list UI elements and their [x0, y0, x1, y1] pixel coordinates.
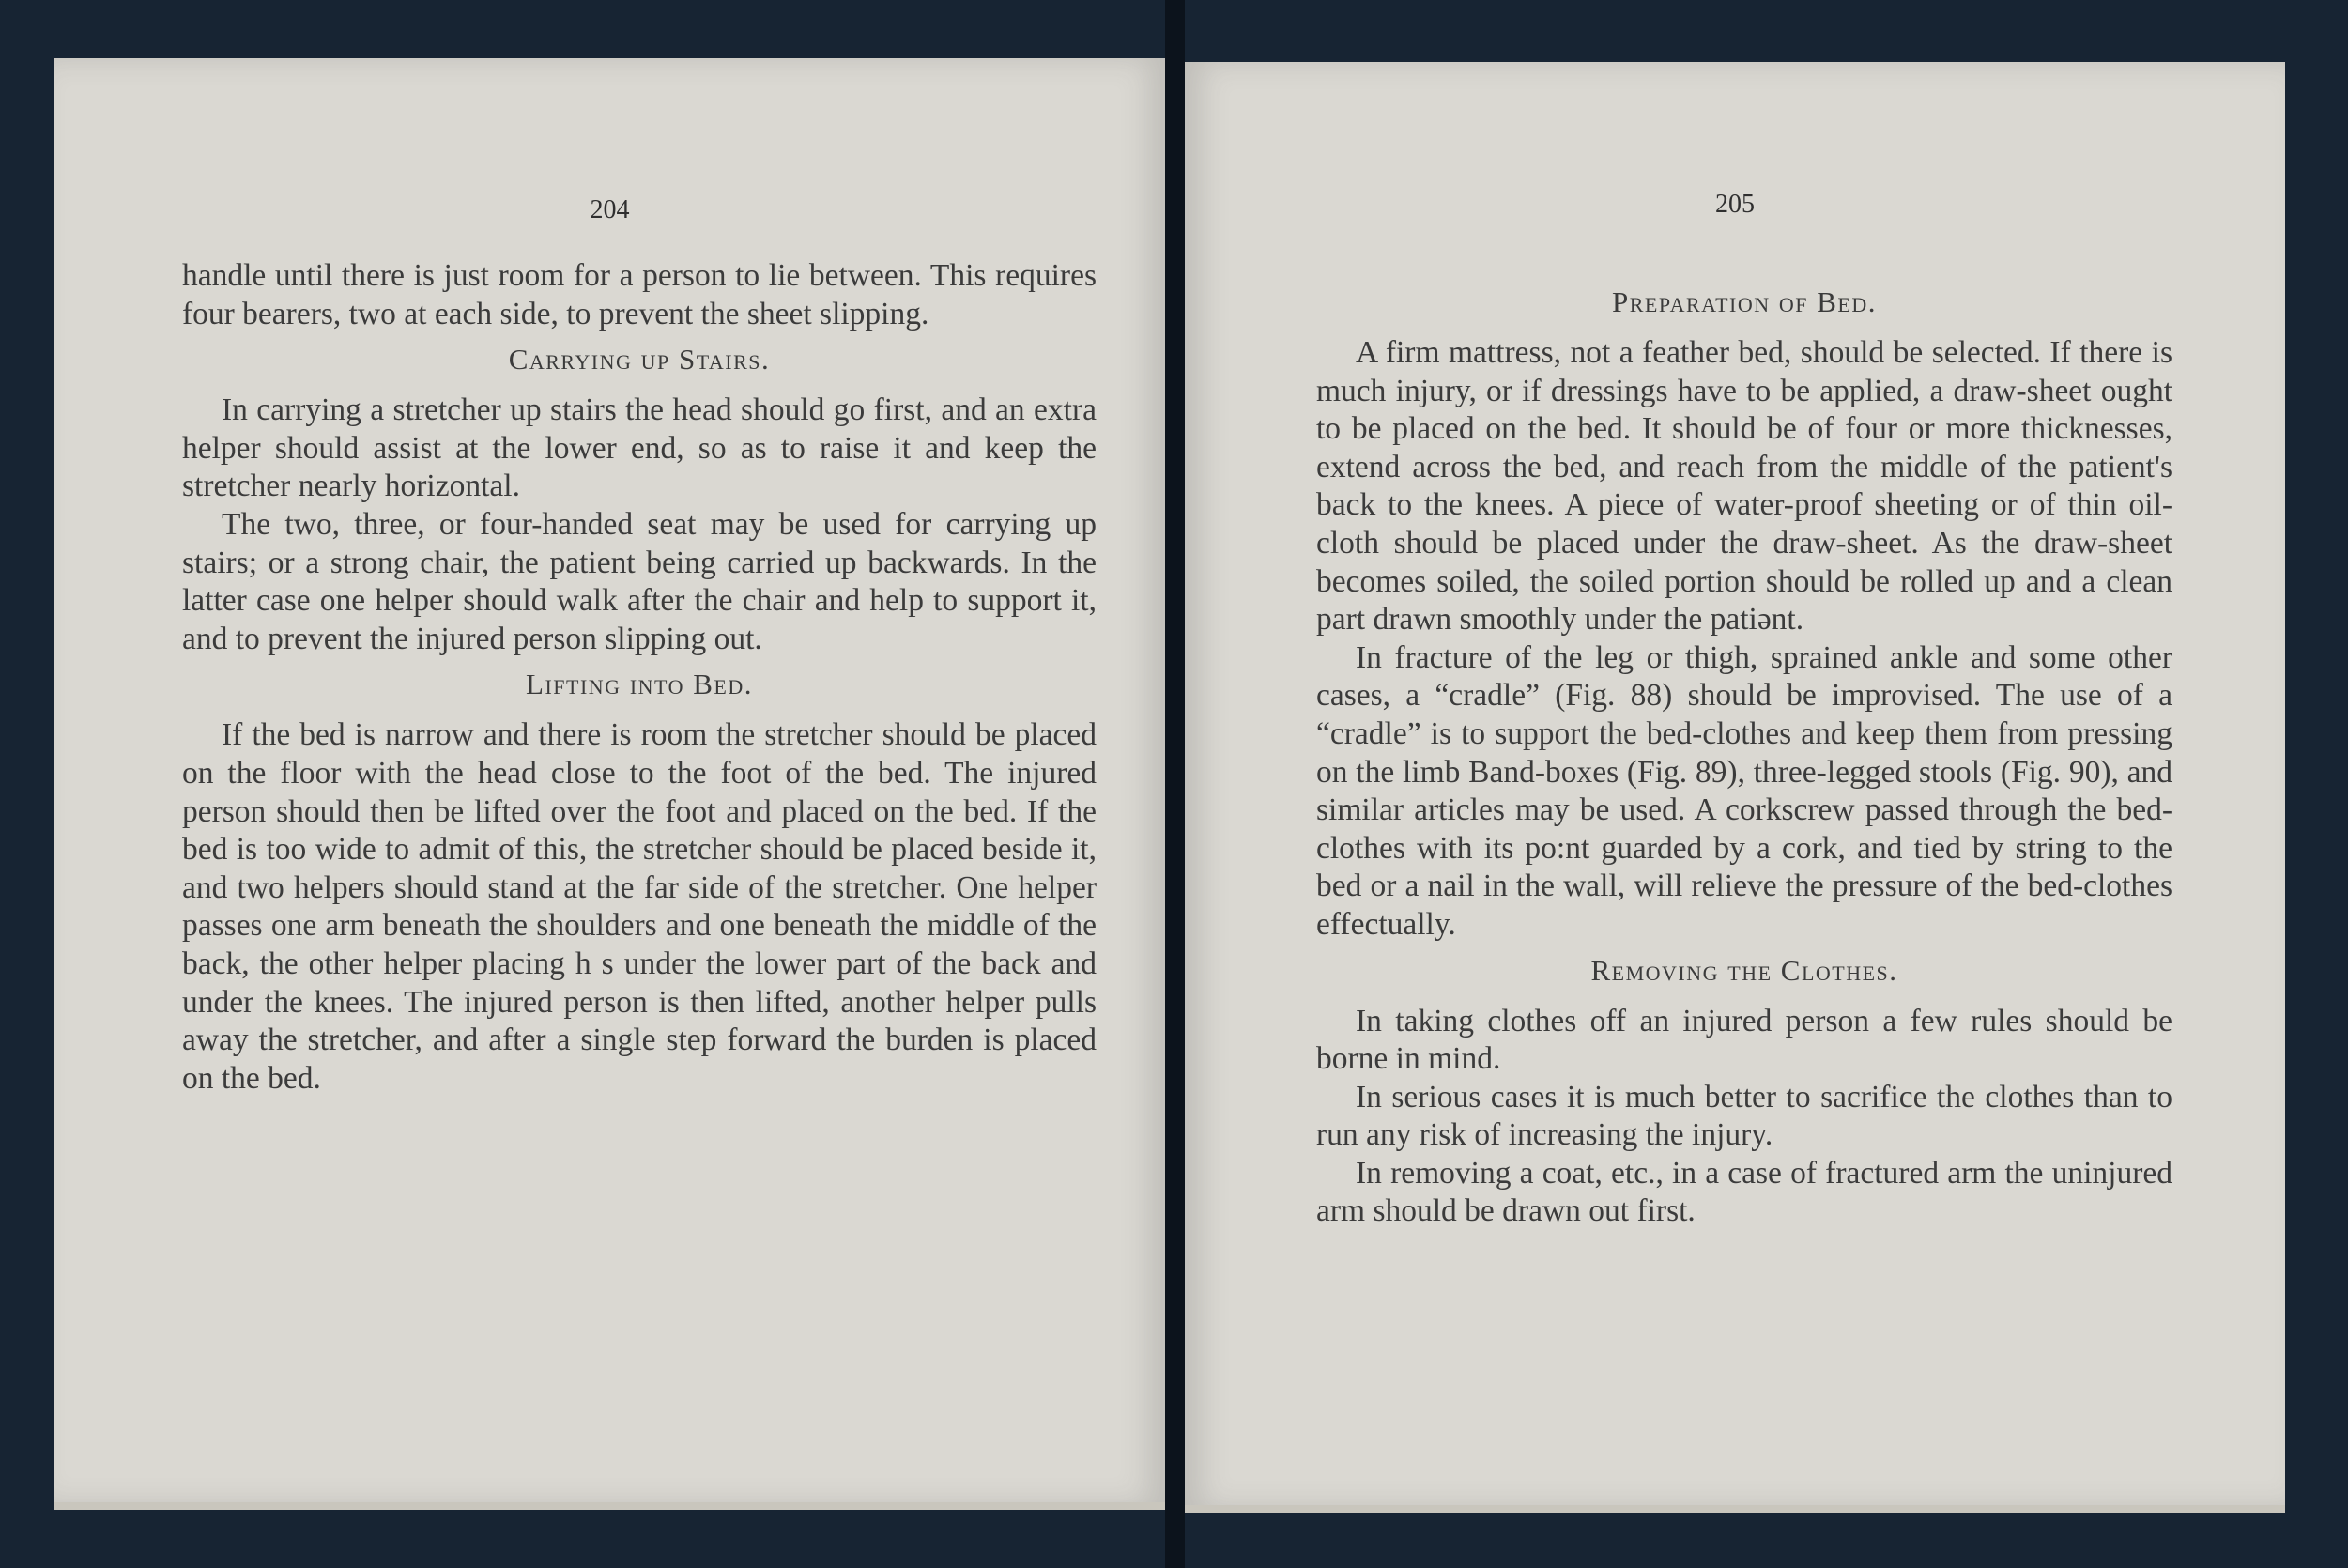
- left-page-text: [182, 257, 1097, 1098]
- page-edge: [1185, 1505, 2285, 1513]
- right-page-text: [1316, 261, 2172, 1231]
- left-page: [54, 58, 1165, 1505]
- paragraph: In carrying a stretcher up stairs the head should go first, and an extra helper should assist at the lower end, so as to raise it and keep the stretcher nearly horizontal.: [182, 392, 1097, 504]
- section-heading: Preparation of Bed.: [1612, 285, 1877, 318]
- paragraph: In taking clothes off an injured person a few rules should be borne in mind.: [1316, 1003, 2172, 1077]
- paragraph: If the bed is narrow and there is room the stretcher should be placed on the floor with the head close to the foot of the bed. The injured person should then be lifted over the foot and placed on the bed. If the bed is too wide to admit of this, the stretcher should be placed beside it, and two helpers should stand at the far side of the stretcher. One helper passes one arm beneath the shoulders and one beneath the middle of the back, the other helper placing h s under the lower part of the back and under the knees. The injured person is then lifted, another helper pulls away the stretcher, and after a single step forward the burden is placed on the bed.: [182, 717, 1097, 1096]
- paragraph: handle until there is just room for a person to lie between. This requires four bearers, two at each side, to prevent the sheet slipping.: [182, 258, 1097, 331]
- paragraph: In removing a coat, etc., in a case of fractured arm the uninjured arm should be drawn out first.: [1316, 1155, 2172, 1229]
- right-page: [1185, 62, 2285, 1508]
- paragraph: In fracture of the leg or thigh, sprained ankle and some other cases, a “cradle” (Fig. 88) should be improvised. The use of a “cradle” is to support the bed-clothes and keep them from pressing on the limb Band-boxes (Fig. 89), three-legged stools (Fig. 90), and similar articles may be used. A corkscrew passed through the bed-clothes with its po:nt guarded by a cork, and tied by string to the bed or a nail in the wall, will relieve the pressure of the bed-clothes effectually.: [1316, 639, 2172, 942]
- page-number: 205: [1715, 190, 1755, 219]
- page-number: 204: [590, 195, 630, 224]
- section-heading: Carrying up Stairs.: [508, 343, 771, 377]
- page-edge: [54, 1502, 1165, 1510]
- paragraph: The two, three, or four-handed seat may be used for carrying up stairs; or a strong chair, the patient being carried up backwards. In the latter case one helper should walk after the chair and help to support it, and to prevent the injured person slipping out.: [182, 506, 1097, 656]
- section-heading: Lifting into Bed.: [526, 668, 753, 701]
- paragraph: A firm mattress, not a feather bed, should be selected. If there is much injury, or if dressings have to be applied, a draw-sheet ought to be placed on the bed. It should be of four or more thicknesses, extend across the bed, and reach from the middle of the patient's back to the knees. A piece of water-proof sheeting or of thin oil-cloth should be placed under the draw-sheet. As the draw-sheet becomes soiled, the soiled portion should be rolled up and a clean part drawn smoothly under the patiənt.: [1316, 335, 2172, 638]
- book-gutter: [1165, 0, 1185, 1568]
- paragraph: In serious cases it is much better to sacrifice the clothes than to run any risk of increasing the injury.: [1316, 1079, 2172, 1153]
- section-heading: Removing the Clothes.: [1590, 953, 1898, 987]
